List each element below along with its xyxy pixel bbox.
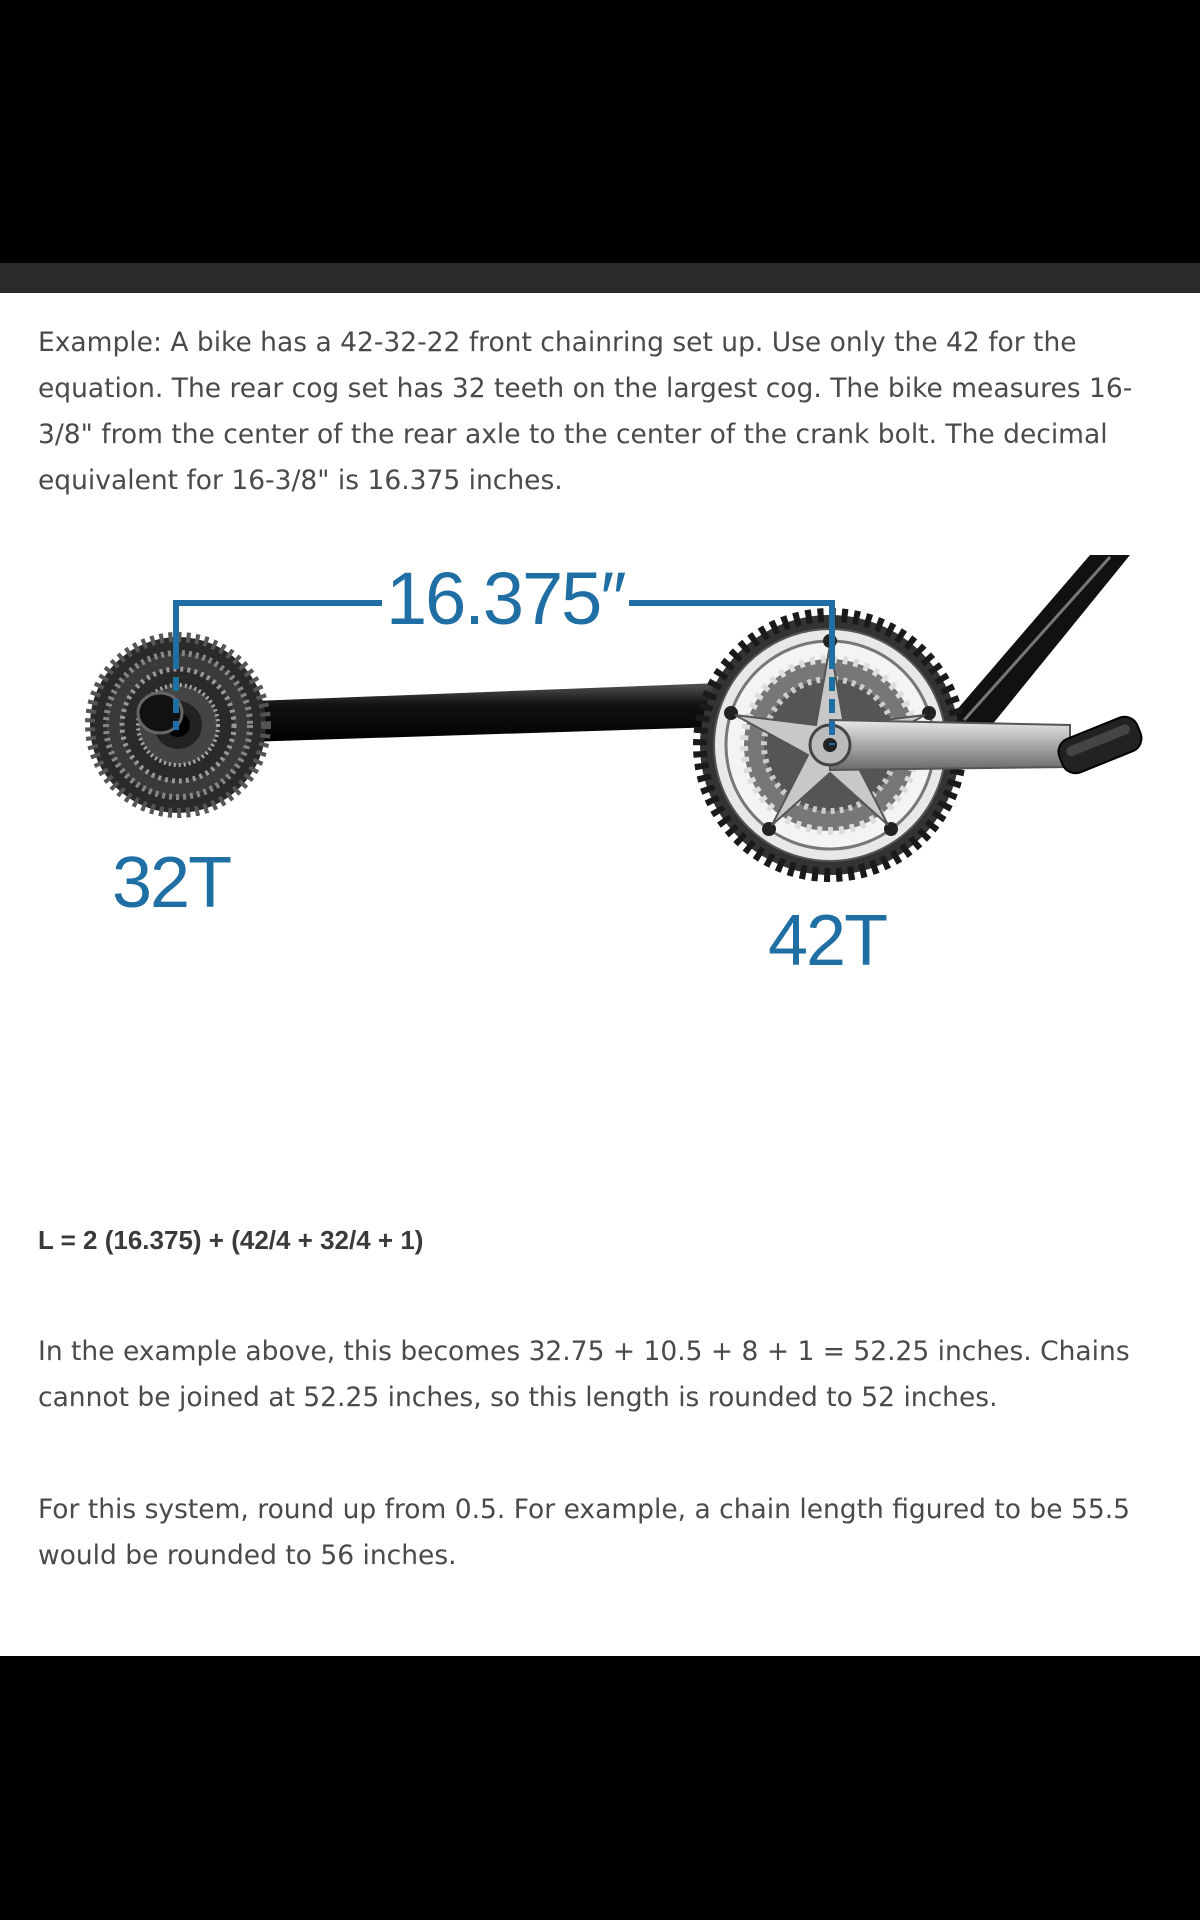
top-letterbox — [0, 0, 1200, 263]
bottom-letterbox — [0, 1656, 1200, 1920]
rounding-paragraph: For this system, round up from 0.5. For example, a chain length figured to be 55.5 would be rounded to 56 inches. — [38, 1494, 1130, 1571]
crank-arm — [830, 720, 1070, 770]
front-chainring-label: 42T — [768, 901, 887, 981]
rear-cog-label: 32T — [112, 843, 231, 923]
chain-length-formula: L = 2 (16.375) + (42/4 + 32/4 + 1) — [38, 1225, 424, 1255]
article-content — [0, 293, 1200, 1656]
pedal — [1054, 713, 1145, 778]
result-paragraph: In the example above, this becomes 32.75 + 10.5 + 8 + 1 = 52.25 inches. Chains cannot be joined at 52.25 inches, so this length is rounded to 52 inches. — [38, 1336, 1130, 1413]
dimension-label: 16.375″ — [382, 563, 629, 635]
chainstay-diagram — [0, 555, 1200, 1155]
toolbar-strip — [0, 263, 1200, 293]
intro-paragraph: Example: A bike has a 42-32-22 front chainring set up. Use only the 42 for the equation. The rear cog set has 32 teeth on the largest cog. The bike measures 16-3/8" from the center of the rear axle to the center of the crank bolt. The decimal equivalent for 16-3/8" is 16.375 inches. — [38, 327, 1133, 496]
